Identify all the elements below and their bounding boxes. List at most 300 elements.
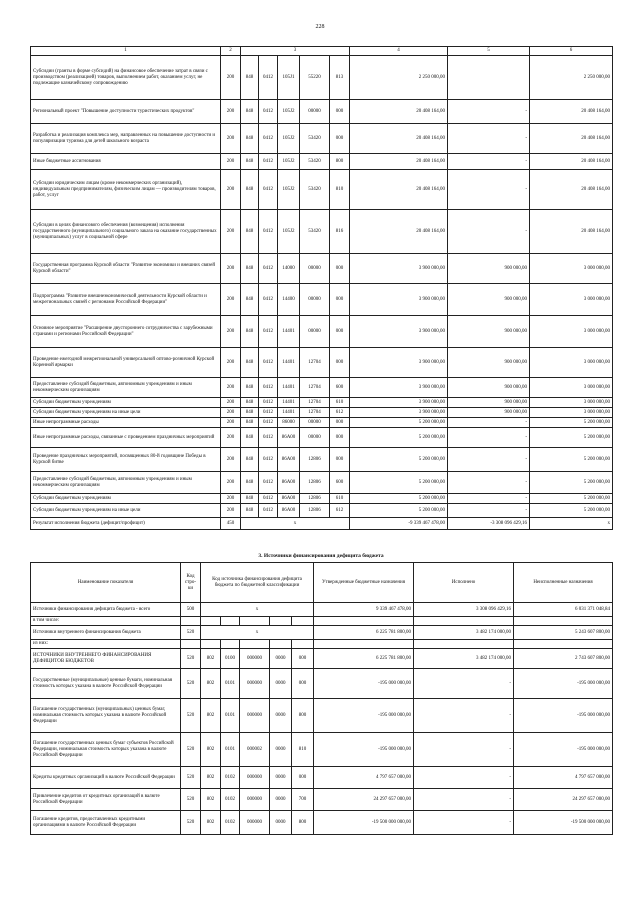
header-col-6: 6 (530, 47, 613, 56)
row-code-f: 000 (292, 669, 314, 699)
row-code-f: 000 (330, 254, 350, 284)
row-code-e: 0000 (270, 789, 292, 811)
row-unexecuted: -195 000 000,00 (514, 733, 613, 767)
row-code-f: 800 (292, 699, 314, 733)
row-executed: - (448, 428, 530, 448)
row-code-e: 00000 (300, 284, 330, 316)
row-approved: 5 200 000,00 (350, 504, 448, 518)
row-code-e: 12704 (300, 398, 330, 408)
row-code-e (270, 617, 292, 626)
row-executed: - (414, 699, 514, 733)
row-executed: - (414, 733, 514, 767)
row-code-c (221, 640, 240, 649)
row-code-c (221, 617, 240, 626)
row-code-b: 848 (241, 378, 259, 398)
row-unexecuted: x (530, 518, 613, 530)
row-unexecuted: 20 408 164,00 (530, 210, 613, 254)
table-row (31, 56, 613, 100)
row-code-b: 848 (241, 124, 259, 154)
row-executed: - (448, 124, 530, 154)
row-code-e: 00000 (300, 428, 330, 448)
header-name: Наименование показателя (31, 563, 181, 603)
row-code-c: 0412 (259, 56, 278, 100)
row-executed: - (448, 504, 530, 518)
row-name: Предоставление субсидий бюджетным, автономным учреждениям и иным некоммерческим организациям (31, 472, 221, 494)
table-row (31, 699, 613, 733)
row-code-c: 0412 (259, 170, 278, 210)
row-code: 520 (181, 649, 201, 669)
row-code-f: 610 (330, 398, 350, 408)
row-name: Субсидии бюджетным учреждениям на иные цели (31, 408, 221, 418)
table-header-row (31, 47, 613, 56)
row-unexecuted: 3 000 000,00 (530, 284, 613, 316)
row-executed: 900 000,00 (448, 254, 530, 284)
row-code-c: 0102 (221, 789, 240, 811)
row-code (181, 617, 201, 626)
table-row (31, 811, 613, 835)
row-executed: - (448, 154, 530, 170)
row-approved: -195 000 000,00 (314, 699, 414, 733)
row-code-f: 612 (330, 504, 350, 518)
row-code-f: 816 (330, 210, 350, 254)
row-unexecuted: -195 000 000,00 (514, 699, 613, 733)
row-code: 200 (221, 408, 241, 418)
row-code-e: 00000 (300, 254, 330, 284)
row-code: 520 (181, 767, 201, 789)
row-unexecuted: 3 000 000,00 (530, 254, 613, 284)
row-code-d: 86A00 (278, 504, 300, 518)
row-code-f: 813 (330, 56, 350, 100)
row-code-d: 86A00 (278, 494, 300, 504)
row-code-f: 000 (330, 418, 350, 428)
row-approved: 3 900 000,00 (350, 408, 448, 418)
row-code-c: 0412 (259, 448, 278, 472)
row-unexecuted: 5 200 000,00 (530, 494, 613, 504)
row-code-c: 0412 (259, 316, 278, 348)
table-row (31, 418, 613, 428)
table-row (31, 626, 613, 640)
row-code: 200 (221, 448, 241, 472)
table-row (31, 316, 613, 348)
row-executed: 900 000,00 (448, 378, 530, 398)
row-name: в том числе: (31, 617, 181, 626)
row-executed (414, 617, 514, 626)
row-code-f (292, 640, 314, 649)
row-code: 200 (221, 254, 241, 284)
row-executed (448, 56, 530, 100)
row-code-b: 848 (241, 504, 259, 518)
row-unexecuted: 3 000 000,00 (530, 348, 613, 378)
row-approved: 3 900 000,00 (350, 348, 448, 378)
row-code-d: 105J2 (278, 154, 300, 170)
header-approved: Утвержденные бюджетные назначения (314, 563, 414, 603)
row-code-c: 0412 (259, 472, 278, 494)
row-code-b: 848 (241, 100, 259, 124)
row-code-e (270, 640, 292, 649)
row-code-b: 802 (201, 699, 221, 733)
row-code: 200 (221, 348, 241, 378)
row-code-b: 848 (241, 494, 259, 504)
row-unexecuted: 4 797 657 000,00 (514, 767, 613, 789)
row-code-b: 848 (241, 56, 259, 100)
row-code-d: 14401 (278, 348, 300, 378)
row-code-b: 848 (241, 408, 259, 418)
row-code-b: 848 (241, 254, 259, 284)
row-executed: 3 482 174 000,00 (414, 626, 514, 640)
row-code-e: 12704 (300, 408, 330, 418)
row-code-d: 000002 (240, 733, 270, 767)
row-code-b: 848 (241, 348, 259, 378)
row-code-d: 000000 (240, 789, 270, 811)
row-code-b: 848 (241, 448, 259, 472)
row-approved: 6 225 781 800,00 (314, 649, 414, 669)
row-code: 200 (221, 56, 241, 100)
row-approved: 5 200 000,00 (350, 472, 448, 494)
row-code-c: 0101 (221, 733, 240, 767)
row-approved (314, 617, 414, 626)
row-code-f: 000 (330, 284, 350, 316)
row-code-d (240, 617, 270, 626)
row-code-c: 0412 (259, 494, 278, 504)
table-row (31, 284, 613, 316)
row-code-b: 848 (241, 418, 259, 428)
row-name: Результат исполнения бюджета (дефицит/профицит) (31, 518, 221, 530)
row-unexecuted (514, 640, 613, 649)
row-approved: 20 408 164,00 (350, 154, 448, 170)
row-unexecuted: -19 500 000 000,00 (514, 811, 613, 835)
row-code-f: 810 (292, 733, 314, 767)
row-code-d: 000000 (240, 811, 270, 835)
row-code: 520 (181, 669, 201, 699)
table-row (31, 408, 613, 418)
row-code-d: 86A00 (278, 472, 300, 494)
row-code-b: 802 (201, 789, 221, 811)
row-unexecuted: 20 408 164,00 (530, 124, 613, 154)
row-executed: 900 000,00 (448, 284, 530, 316)
row-approved (314, 640, 414, 649)
row-code-f: 000 (330, 124, 350, 154)
table-row (31, 170, 613, 210)
row-code-c: 0101 (221, 699, 240, 733)
row-unexecuted: 3 000 000,00 (530, 316, 613, 348)
row-code-f: 610 (330, 494, 350, 504)
row-approved: -19 500 000 000,00 (314, 811, 414, 835)
row-name: Погашение кредитов, предоставленных кредитными организациями в валюте Российской Федерации (31, 811, 181, 835)
row-code-b: 802 (201, 767, 221, 789)
row-executed: 900 000,00 (448, 398, 530, 408)
row-code-b (201, 617, 221, 626)
row-code-f: 000 (292, 649, 314, 669)
row-unexecuted: 6 031 371 048,84 (514, 603, 613, 617)
row-unexecuted: 5 200 000,00 (530, 418, 613, 428)
row-approved: 5 200 000,00 (350, 418, 448, 428)
row-code: 200 (221, 494, 241, 504)
row-approved: 5 200 000,00 (350, 494, 448, 504)
row-name: Субсидии бюджетным учреждениям (31, 494, 221, 504)
row-code: 520 (181, 733, 201, 767)
header-col-3: 3 (241, 47, 350, 56)
row-code-c: 0412 (259, 348, 278, 378)
table-row (31, 733, 613, 767)
row-code: 520 (181, 789, 201, 811)
row-code-d: 86000 (278, 418, 300, 428)
row-approved: -195 000 000,00 (314, 669, 414, 699)
row-name: Иные бюджетные ассигнования (31, 154, 221, 170)
header-executed: Исполнено (414, 563, 514, 603)
row-executed: 900 000,00 (448, 348, 530, 378)
table-row (31, 210, 613, 254)
row-code-e: 0000 (270, 811, 292, 835)
table-row (31, 398, 613, 408)
expenses-table (30, 46, 613, 530)
row-code-c: 0102 (221, 767, 240, 789)
row-code-d: 000000 (240, 699, 270, 733)
row-executed: - (448, 210, 530, 254)
row-code-e: 0000 (270, 699, 292, 733)
row-code: 200 (221, 504, 241, 518)
row-executed: 900 000,00 (448, 316, 530, 348)
row-executed: - (448, 418, 530, 428)
table-row (31, 348, 613, 378)
row-code-e: 12704 (300, 378, 330, 398)
row-name: Проведение праздничных мероприятий, посвященных 80-й годовщине Победы в Курской битве (31, 448, 221, 472)
row-classification: x (201, 626, 314, 640)
row-unexecuted: 5 200 000,00 (530, 504, 613, 518)
row-code: 200 (221, 418, 241, 428)
row-code-d: 86A00 (278, 448, 300, 472)
row-name: Источники внутреннего финансирования бюджета (31, 626, 181, 640)
row-unexecuted: 5 200 000,00 (530, 472, 613, 494)
row-name: Субсидии в целях финансового обеспечения (возмещения) исполнения государственного (муниципального) социального заказа на оказание государственных (муниципальных) услуг в социальной сфере (31, 210, 221, 254)
row-code-f: 800 (292, 811, 314, 835)
row-name: Источники финансирования дефицита бюджета - всего (31, 603, 181, 617)
row-code-d: 000000 (240, 669, 270, 699)
row-approved: 24 297 657 000,00 (314, 789, 414, 811)
section-title: 3. Источники финансирования дефицита бюджета (258, 553, 384, 559)
row-approved: -9 339 467 478,00 (350, 518, 448, 530)
row-code-f: 700 (292, 789, 314, 811)
row-code-f: 612 (330, 408, 350, 418)
table-row (31, 154, 613, 170)
row-approved: -195 000 000,00 (314, 733, 414, 767)
row-code-e: 53420 (300, 170, 330, 210)
table-row (31, 100, 613, 124)
row-executed: - (414, 669, 514, 699)
row-name: ИСТОЧНИКИ ВНУТРЕННЕГО ФИНАНСИРОВАНИЯ ДЕФИЦИТОВ БЮДЖЕТОВ (31, 649, 181, 669)
row-code-f: 000 (330, 100, 350, 124)
row-code (181, 640, 201, 649)
row-unexecuted: 5 200 000,00 (530, 428, 613, 448)
financing-sources-table (30, 562, 613, 835)
row-approved: 5 200 000,00 (350, 428, 448, 448)
row-code-e: 12704 (300, 348, 330, 378)
header-col-2: 2 (221, 47, 241, 56)
row-code-b: 848 (241, 472, 259, 494)
row-code-e: 00000 (300, 100, 330, 124)
row-code-c: 0412 (259, 408, 278, 418)
row-approved: 3 900 000,00 (350, 284, 448, 316)
row-code-e: 53420 (300, 154, 330, 170)
row-approved: 20 408 164,00 (350, 210, 448, 254)
row-code-d: 14400 (278, 284, 300, 316)
row-name: Субсидии бюджетным учреждениям (31, 398, 221, 408)
row-code: 200 (221, 170, 241, 210)
row-code: 200 (221, 154, 241, 170)
table-row (31, 124, 613, 154)
row-code-b (201, 640, 221, 649)
row-executed: - (414, 811, 514, 835)
row-code-b: 848 (241, 170, 259, 210)
row-code-e: 12806 (300, 472, 330, 494)
row-code-c: 0102 (221, 811, 240, 835)
row-executed: - (448, 472, 530, 494)
row-unexecuted: 2 250 000,00 (530, 56, 613, 100)
row-name: Региональный проект "Повышение доступности туристических продуктов" (31, 100, 221, 124)
row-executed: - (448, 494, 530, 504)
row-code-e: 0000 (270, 669, 292, 699)
table-row (31, 518, 613, 530)
row-unexecuted: 20 408 164,00 (530, 170, 613, 210)
header-source-code: Код источника финансирования дефицита бюджета по бюджетной классификации (201, 563, 314, 603)
row-code-c: 0100 (221, 649, 240, 669)
row-executed: 3 482 174 000,00 (414, 649, 514, 669)
row-code-e: 53420 (300, 124, 330, 154)
row-unexecuted: 3 000 000,00 (530, 398, 613, 408)
table-row (31, 767, 613, 789)
header-col-1: 1 (31, 47, 221, 56)
row-code: 520 (181, 811, 201, 835)
table-row (31, 649, 613, 669)
row-unexecuted: 2 743 607 800,00 (514, 649, 613, 669)
row-unexecuted: 24 297 657 000,00 (514, 789, 613, 811)
row-name: Привлечение кредитов от кредитных организаций в валюте Российской Федерации (31, 789, 181, 811)
row-code-c: 0412 (259, 210, 278, 254)
row-code-d: 14401 (278, 398, 300, 408)
row-code: 200 (221, 316, 241, 348)
row-code: 200 (221, 100, 241, 124)
row-approved: 4 797 657 000,00 (314, 767, 414, 789)
table-row (31, 378, 613, 398)
row-code-f: 600 (330, 378, 350, 398)
row-unexecuted: 20 408 164,00 (530, 100, 613, 124)
row-code-f: 000 (330, 348, 350, 378)
table-row (31, 428, 613, 448)
row-name: Государственные (муниципальные) ценные бумаги, номинальная стоимость которых указана в валюте Российской Федерации (31, 669, 181, 699)
row-code: 200 (221, 124, 241, 154)
table-row (31, 789, 613, 811)
row-code: 200 (221, 398, 241, 408)
row-classification: x (201, 603, 314, 617)
row-approved: 20 408 164,00 (350, 124, 448, 154)
row-code-d: 105J1 (278, 56, 300, 100)
row-unexecuted: 5 243 607 800,00 (514, 626, 613, 640)
row-code-b: 848 (241, 398, 259, 408)
row-code-e: 12806 (300, 494, 330, 504)
row-executed: 900 000,00 (448, 408, 530, 418)
row-code: 200 (221, 428, 241, 448)
row-executed: - (448, 170, 530, 210)
table-row (31, 669, 613, 699)
row-code-b: 848 (241, 428, 259, 448)
row-code-b: 848 (241, 284, 259, 316)
row-executed: - (414, 767, 514, 789)
row-code-f: 000 (330, 428, 350, 448)
row-code-f: 800 (330, 154, 350, 170)
row-code: 450 (221, 518, 241, 530)
row-name: Погашение государственных ценных бумаг субъектов Российской Федерации, номинальная стоимость которых указана в валюте Российской Федерации (31, 733, 181, 767)
row-code-d: 105J2 (278, 124, 300, 154)
row-code: 200 (221, 378, 241, 398)
row-code-d: 86A00 (278, 428, 300, 448)
row-code-c: 0412 (259, 504, 278, 518)
row-code-d: 105J2 (278, 210, 300, 254)
row-code-f: 000 (330, 316, 350, 348)
row-code-d: 14401 (278, 408, 300, 418)
row-name: Основное мероприятие "Расширение двустороннего сотрудничества с зарубежными странами и регионами Российской Федерации" (31, 316, 221, 348)
row-name: Субсидии (гранты в форме субсидий) на финансовое обеспечение затрат в связи с производством (реализацией) товаров, выполнением работ, оказанием услуг, не подлежащие казначейскому сопровождению (31, 56, 221, 100)
row-code-d: 14000 (278, 254, 300, 284)
row-unexecuted: 20 408 164,00 (530, 154, 613, 170)
row-approved: 3 900 000,00 (350, 316, 448, 348)
row-code-f: 600 (330, 472, 350, 494)
row-code-d: 105J2 (278, 100, 300, 124)
row-executed: - (448, 100, 530, 124)
row-approved: 3 900 000,00 (350, 378, 448, 398)
row-code-f: 000 (330, 448, 350, 472)
row-unexecuted: 3 000 000,00 (530, 408, 613, 418)
row-code-c: 0412 (259, 428, 278, 448)
table-row (31, 494, 613, 504)
row-code-e: 00000 (300, 418, 330, 428)
row-executed: 3 308 096 429,16 (414, 603, 514, 617)
row-code-b: 802 (201, 669, 221, 699)
row-code-d (240, 640, 270, 649)
table-row (31, 640, 613, 649)
row-code-c: 0412 (259, 100, 278, 124)
row-code-b: 848 (241, 210, 259, 254)
row-code-d: 14401 (278, 378, 300, 398)
row-unexecuted: 5 200 000,00 (530, 448, 613, 472)
row-code-e: 0000 (270, 649, 292, 669)
row-approved: 20 408 164,00 (350, 100, 448, 124)
header-unexecuted: Неисполненные назначения (514, 563, 613, 603)
row-code-d: 000000 (240, 649, 270, 669)
header-col-5: 5 (448, 47, 530, 56)
row-code-d: 14401 (278, 316, 300, 348)
row-approved: 2 250 000,00 (350, 56, 448, 100)
row-name: из них: (31, 640, 181, 649)
table-row (31, 504, 613, 518)
row-executed: - (448, 448, 530, 472)
row-code-e: 53420 (300, 210, 330, 254)
row-code-c: 0412 (259, 254, 278, 284)
row-approved: 5 200 000,00 (350, 448, 448, 472)
row-code-d: 105J2 (278, 170, 300, 210)
row-executed (414, 640, 514, 649)
row-code-e: 0000 (270, 733, 292, 767)
row-name: Кредиты кредитных организаций в валюте Российской Федерации (31, 767, 181, 789)
row-approved: 6 225 781 800,00 (314, 626, 414, 640)
row-unexecuted (514, 617, 613, 626)
row-code-f (292, 617, 314, 626)
row-code-c: 0412 (259, 124, 278, 154)
row-code-c: 0412 (259, 378, 278, 398)
row-name: Проведение ежегодной межрегиональной универсальной оптово-розничной Курской Коренной ярмарки (31, 348, 221, 378)
row-name: Государственная программа Курской области "Развитие экономики и внешних связей Курской области" (31, 254, 221, 284)
row-unexecuted: 3 000 000,00 (530, 378, 613, 398)
row-approved: 3 900 000,00 (350, 254, 448, 284)
row-code: 200 (221, 472, 241, 494)
